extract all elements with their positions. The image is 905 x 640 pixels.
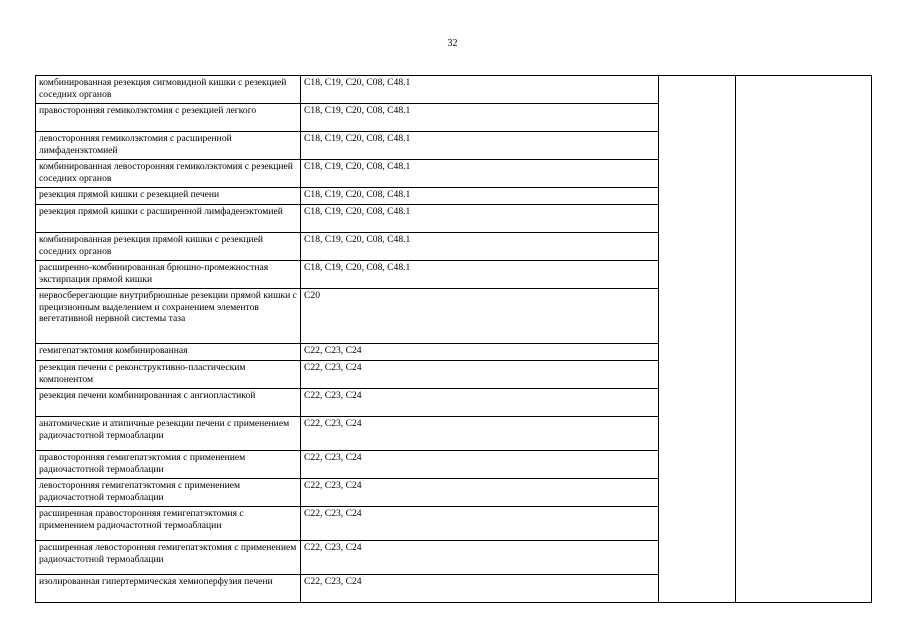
diagnosis-codes-cell: C22, C23, C24	[301, 507, 659, 541]
empty-column-4-cell	[736, 76, 872, 603]
procedure-cell: комбинированная левосторонняя гемиколэктомия с резекцией соседних органов	[36, 160, 301, 188]
procedures-table	[35, 75, 872, 603]
procedure-cell: комбинированная резекция сигмовидной кишки с резекцией соседних органов	[36, 76, 301, 104]
diagnosis-codes-cell: C22, C23, C24	[301, 344, 659, 361]
diagnosis-codes-cell: C22, C23, C24	[301, 541, 659, 575]
diagnosis-codes-cell: C22, C23, C24	[301, 389, 659, 417]
procedures-table-body	[36, 76, 872, 603]
diagnosis-codes-cell: C22, C23, C24	[301, 451, 659, 479]
diagnosis-codes-cell: C22, C23, C24	[301, 479, 659, 507]
diagnosis-codes-cell: C18, C19, C20, C08, C48.1	[301, 76, 659, 104]
procedure-cell: комбинированная резекция прямой кишки с резекцией соседних органов	[36, 233, 301, 261]
procedure-cell: расширенная левосторонняя гемигепатэктомия с применением радиочастотной термоаблации	[36, 541, 301, 575]
diagnosis-codes-cell: C18, C19, C20, C08, C48.1	[301, 188, 659, 205]
diagnosis-codes-cell: C22, C23, C24	[301, 575, 659, 603]
diagnosis-codes-cell: C18, C19, C20, C08, C48.1	[301, 261, 659, 289]
procedure-cell: изолированная гипертермическая хемиоперфузия печени	[36, 575, 301, 603]
procedure-cell: расширенная правосторонняя гемигепатэктомия с применением радиочастотной термоаблации	[36, 507, 301, 541]
procedure-cell: левосторонняя гемигепатэктомия с применением радиочастотной термоаблации	[36, 479, 301, 507]
procedure-cell: гемигепатэктомия комбинированная	[36, 344, 301, 361]
procedure-cell: правосторонняя гемиколэктомия с резекцией легкого	[36, 104, 301, 132]
diagnosis-codes-cell: C18, C19, C20, C08, C48.1	[301, 160, 659, 188]
diagnosis-codes-cell: C18, C19, C20, C08, C48.1	[301, 104, 659, 132]
procedure-cell: правосторонняя гемигепатэктомия с применением радиочастотной термоаблации	[36, 451, 301, 479]
procedure-cell: резекция прямой кишки с расширенной лимфаденэктомией	[36, 205, 301, 233]
table-row	[36, 76, 872, 104]
diagnosis-codes-cell: C18, C19, C20, C08, C48.1	[301, 205, 659, 233]
procedure-cell: резекция печени комбинированная с ангиопластикой	[36, 389, 301, 417]
procedure-cell: резекция печени с реконструктивно-пластическим компонентом	[36, 361, 301, 389]
procedure-cell: расширенно-комбинированная брюшно-промежностная экстирпация прямой кишки	[36, 261, 301, 289]
diagnosis-codes-cell: C22, C23, C24	[301, 361, 659, 389]
page-number: 32	[447, 38, 458, 49]
procedure-cell: резекция прямой кишки с резекцией печени	[36, 188, 301, 205]
diagnosis-codes-cell: C18, C19, C20, C08, C48.1	[301, 233, 659, 261]
procedure-cell: нервосберегающие внутрибрюшные резекции прямой кишки с прецизионным выделением и сохранением элементов вегетативной нервной системы таза	[36, 289, 301, 344]
diagnosis-codes-cell: C18, C19, C20, C08, C48.1	[301, 132, 659, 160]
diagnosis-codes-cell: C20	[301, 289, 659, 344]
procedure-cell: анатомические и атипичные резекции печени с применением радиочастотной термоаблации	[36, 417, 301, 451]
procedure-cell: левосторонняя гемиколэктомия с расширенной лимфаденэктомией	[36, 132, 301, 160]
empty-column-3-cell	[659, 76, 736, 603]
diagnosis-codes-cell: C22, C23, C24	[301, 417, 659, 451]
